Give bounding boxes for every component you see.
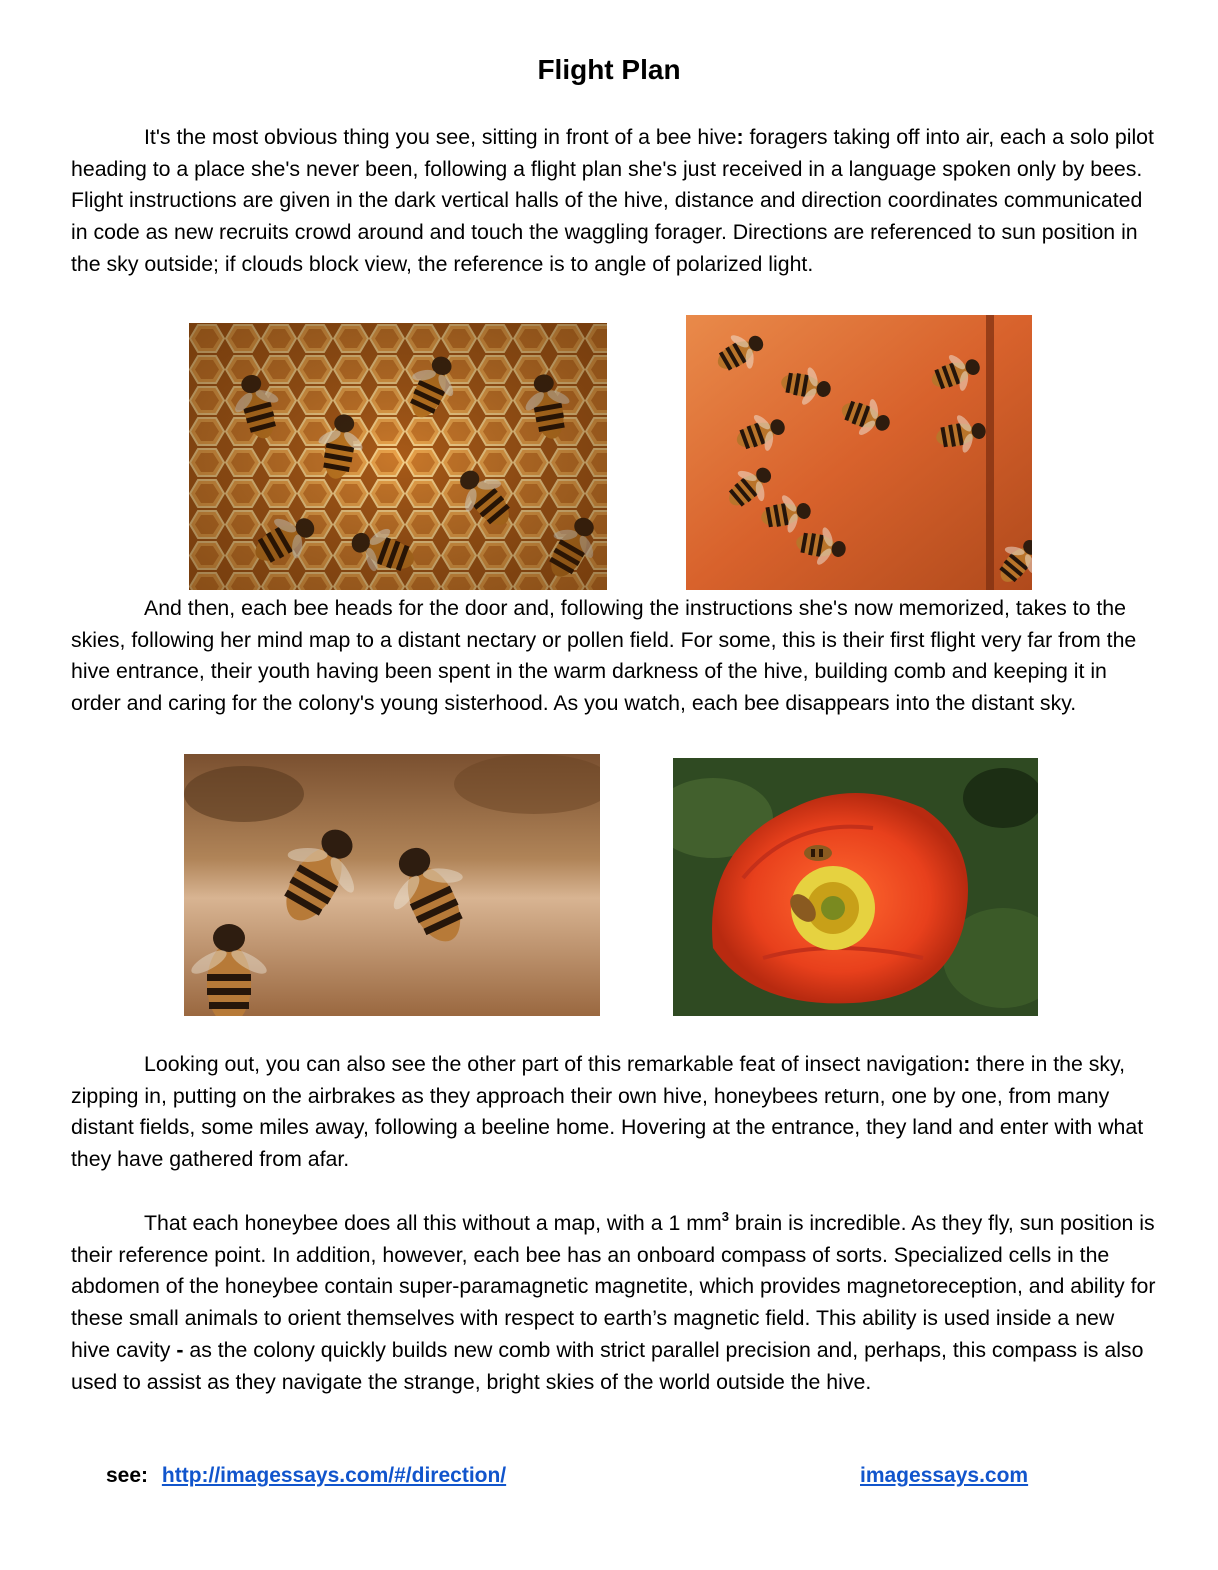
- paragraph-intro: It's the most obvious thing you see, sitting in front of a bee hive: foragers taking off into air, each a solo pilot heading to a place she's never been, following a flight plan she's just received in a language spoken only by bees. Flight instructions are given in the dark vertical halls of the hive, distance and direction coordinates communicated in code as new recruits crowd around and touch the waggling forager. Directions are referenced to sun position in the sky outside; if clouds block view, the reference is to angle of polarized light.: [71, 125, 1154, 276]
- paragraph-return: Looking out, you can also see the other part of this remarkable feat of insect navigation: there in the sky, zipping in, putting on the airbrakes as they approach their own hive, honeybees return, one by one, from many distant fields, some miles away, following a beeline home. Hovering at the entrance, they land and enter with what they have gathered from afar.: [71, 1052, 1144, 1172]
- photo-bees-on-honeycomb: [189, 323, 607, 590]
- photo-bee-on-poppy: [673, 758, 1038, 1016]
- direction-link[interactable]: http://imagessays.com/#/direction/: [161, 1464, 507, 1487]
- footer-site: [854, 1460, 1028, 1492]
- paragraph-departure: And then, each bee heads for the door and, following the instructions she's now memorized, takes to the skies, following her mind map to a distant nectary or pollen field. For some, this is their first flight very far from the hive entrance, their youth having been spent in the warm darkness of the hive, building comb and keeping it in order and caring for the colony's young sisterhood. As you watch, each bee disappears into the distant sky.: [71, 596, 1137, 716]
- site-link[interactable]: imagessays.com: [860, 1464, 1029, 1487]
- see-label: see:: [106, 1464, 149, 1487]
- photo-bees-at-entrance: [184, 754, 600, 1016]
- page-title: Flight Plan: [537, 54, 681, 85]
- paragraph-magnetoreception: That each honeybee does all this without a map, with a 1 $mm^3$ brain is incredible. As they fly, sun position is their reference point. In addition, however, each bee has an onboard compass of sorts. Specialized cells in the abdomen of the honeybee contain super-paramagnetic magnetite, which provides magnetoreception, and ability for these small animals to orient themselves with respect to earth’s magnetic field. This ability is used inside a new hive cavity - as the colony quickly builds new comb with strict parallel precision and, perhaps, this compass is also used to assist as they navigate the strange, bright skies of the world outside the hive.: [71, 1209, 1156, 1394]
- footer-see-reference: [106, 1460, 506, 1492]
- photo-bees-on-wood: [686, 315, 1032, 590]
